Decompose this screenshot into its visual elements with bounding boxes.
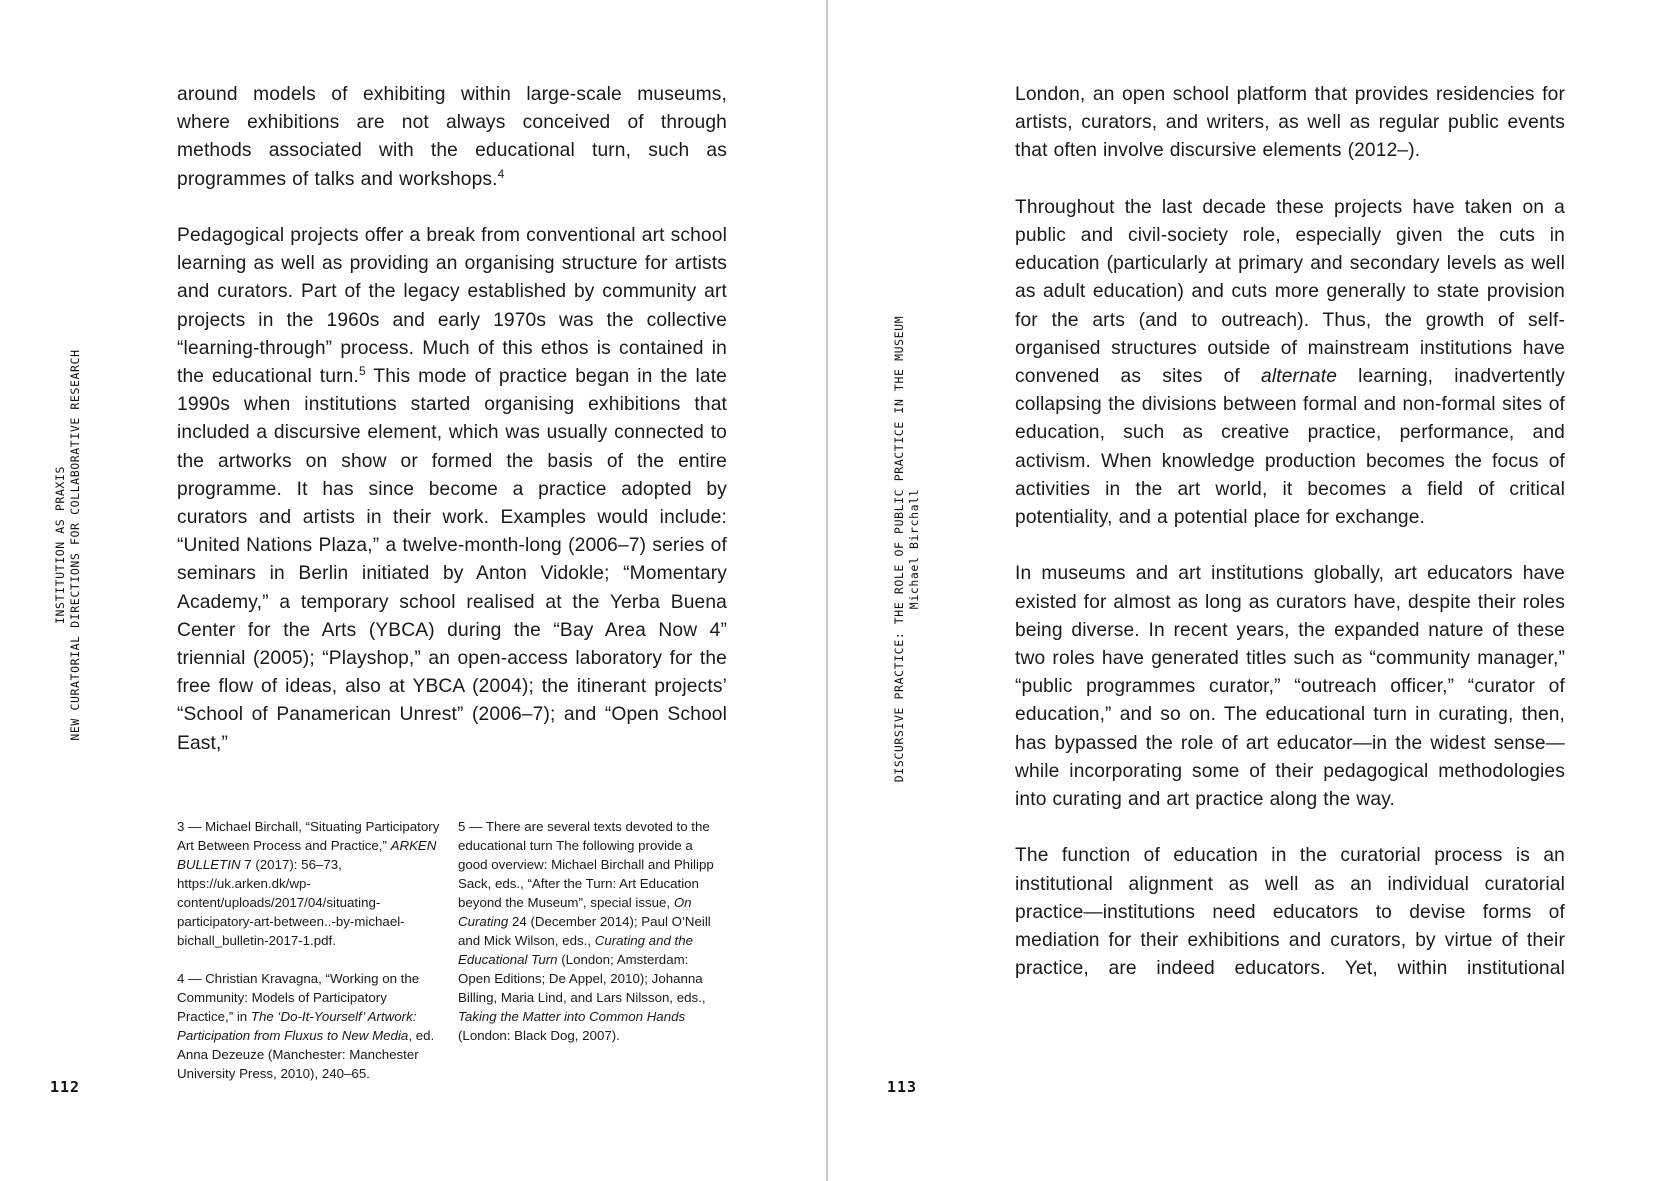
right-page	[827, 0, 1653, 1181]
footnote-text: , ed. Anna Dezeuze (Manchester: Manchester University Press, 2010), 240–65.	[177, 1028, 435, 1081]
footnote-text: 24 (December 2014); Paul O’Neill and Mick Wilson, eds.,	[458, 914, 711, 948]
paragraph-text-continued: This mode of practice began in the late 1990s when institutions started organising exhibitions that included a discursive element, which was usually connected to the artworks on show or formed the basis of the entire programme. It has since become a practice adopted by curators and artists in their work. Examples would include: “United Nations Plaza,” a twelve-month-long (2006–7) series of seminars in Berlin initiated by Anton Vidokle; “Momentary Academy,” a temporary school realised at the Yerba Buena Center for the Arts (YBCA) during the “Bay Area Now 4” triennial (2005); “Playshop,” an open-access laboratory for the free flow of ideas, also at YBCA (2004); the itinerant projects’ “School of Panamerican Unrest” (2006–7); and “Open School East,”	[177, 366, 727, 754]
paragraph	[177, 81, 727, 194]
paragraph-text: learning, inadvertently collapsing the divisions between formal and non-formal sites of education, such as creative practice, performance, and activism. When knowledge production becomes the focus of activities in the art world, it becomes a field of critical potentiality, and a potential place for exchange.	[1015, 366, 1565, 529]
footnote-text: 7 (2017): 56–73, https://uk.arken.dk/wp-content/uploads/2017/04/situating-participatory-art-between..-by-michael-bichall_bulletin-2017-1.pdf.	[177, 857, 405, 948]
left-body-text	[177, 81, 727, 786]
book-subtitle: NEW CURATORIAL DIRECTIONS FOR COLLABORATIVE RESEARCH	[68, 349, 82, 741]
footnote-book-title: The ‘Do-It-Yourself’ Artwork: Participation from Fluxus to New Media	[177, 1009, 417, 1043]
footnote-book-title: Curating and the Educational Turn	[458, 933, 694, 967]
footnote-journal-title: On Curating	[458, 895, 692, 929]
footnote-5	[458, 817, 723, 1045]
paragraph-text: Throughout the last decade these projects have taken on a public and civil-society role, especially given the cuts in education (particularly at primary and secondary levels as well as adult education) and cuts more generally to state provision for the arts (and to outreach). Thus, the growth of self-organised structures outside of mainstream institutions have convened as sites of	[1015, 196, 1565, 388]
left-page	[0, 0, 826, 1181]
left-running-head	[53, 335, 83, 755]
footnote-ref-5[interactable]: 5	[358, 364, 366, 379]
page-number-left: 112	[50, 1078, 81, 1096]
emphasis: alternate	[1261, 366, 1338, 388]
footnote-3	[177, 817, 442, 950]
footnote-column-right	[458, 817, 723, 1064]
paragraph	[1015, 194, 1565, 532]
footnote-text: (London: Black Dog, 2007).	[458, 1028, 620, 1043]
book-title: INSTITUTION AS PRAXIS	[53, 466, 67, 624]
paragraph: In museums and art institutions globally, art educators have existed for almost as long as curators have, despite their roles being diverse. In recent years, the expanded nature of these two roles have generated titles such as “community manager,” “public programmes curator,” “outreach officer,” “curator of education,” and so on. The educational turn in curating, then, has bypassed the role of art educator—in the widest sense—while incorporating some of their pedagogical methodologies into curating and art practice along the way.	[1015, 563, 1565, 811]
right-body-text	[1015, 81, 1565, 1012]
footnote-4	[177, 969, 442, 1083]
chapter-title: DISCURSIVE PRACTICE: THE ROLE OF PUBLIC PRACTICE IN THE MUSEUM	[892, 315, 906, 783]
footnote-text: (London; Amsterdam: Open Editions; De Appel, 2010); Johanna Billing, Maria Lind, and Lars Nilsson, eds.,	[458, 952, 706, 1005]
paragraph: London, an open school platform that provides residencies for artists, curators, and writers, as well as regular public events that often involve discursive elements (2012–).	[1015, 84, 1565, 162]
footnote-text: 5 — There are several texts devoted to the educational turn The following provide a good overview: Michael Birchall and Philipp Sack, eds., “After the Turn: Art Education beyond the Museum”, special issue,	[458, 819, 714, 910]
footnote-book-title: Taking the Matter into Common Hands	[458, 1009, 686, 1024]
paragraph-text: around models of exhibiting within large-scale museums, where exhibitions are not always conceived of through methods associated with the educational turn, such as programmes of talks and workshops.	[177, 84, 727, 190]
paragraph: The function of education in the curatorial process is an institutional alignment as well as an individual curatorial practice—institutions need educators to devise forms of mediation for their exhibitions and curators, by virtue of their practice, are indeed educators. Yet, within institutional	[1015, 845, 1565, 980]
page-number-right: 113	[887, 1078, 918, 1096]
paragraph-text: Pedagogical projects offer a break from conventional art school learning as well as providing an organising structure for artists and curators. Part of the legacy established by community art projects in the 1960s and early 1970s was the collective “learning-through” process. Much of this ethos is contained in the educational turn.	[177, 225, 727, 388]
footnote-text: 4 — Christian Kravagna, “Working on the Community: Models of Participatory Practice,” in	[177, 971, 420, 1024]
chapter-author: Michael Birchall	[907, 488, 921, 610]
footnote-column-left	[177, 817, 442, 1102]
footnote-ref-4[interactable]: 4	[497, 166, 505, 181]
paragraph	[177, 222, 727, 758]
footnote-journal-title: ARKEN BULLETIN	[177, 838, 437, 872]
footnote-text: 3 — Michael Birchall, “Situating Participatory Art Between Process and Practice,”	[177, 819, 440, 853]
right-running-head	[892, 314, 922, 784]
